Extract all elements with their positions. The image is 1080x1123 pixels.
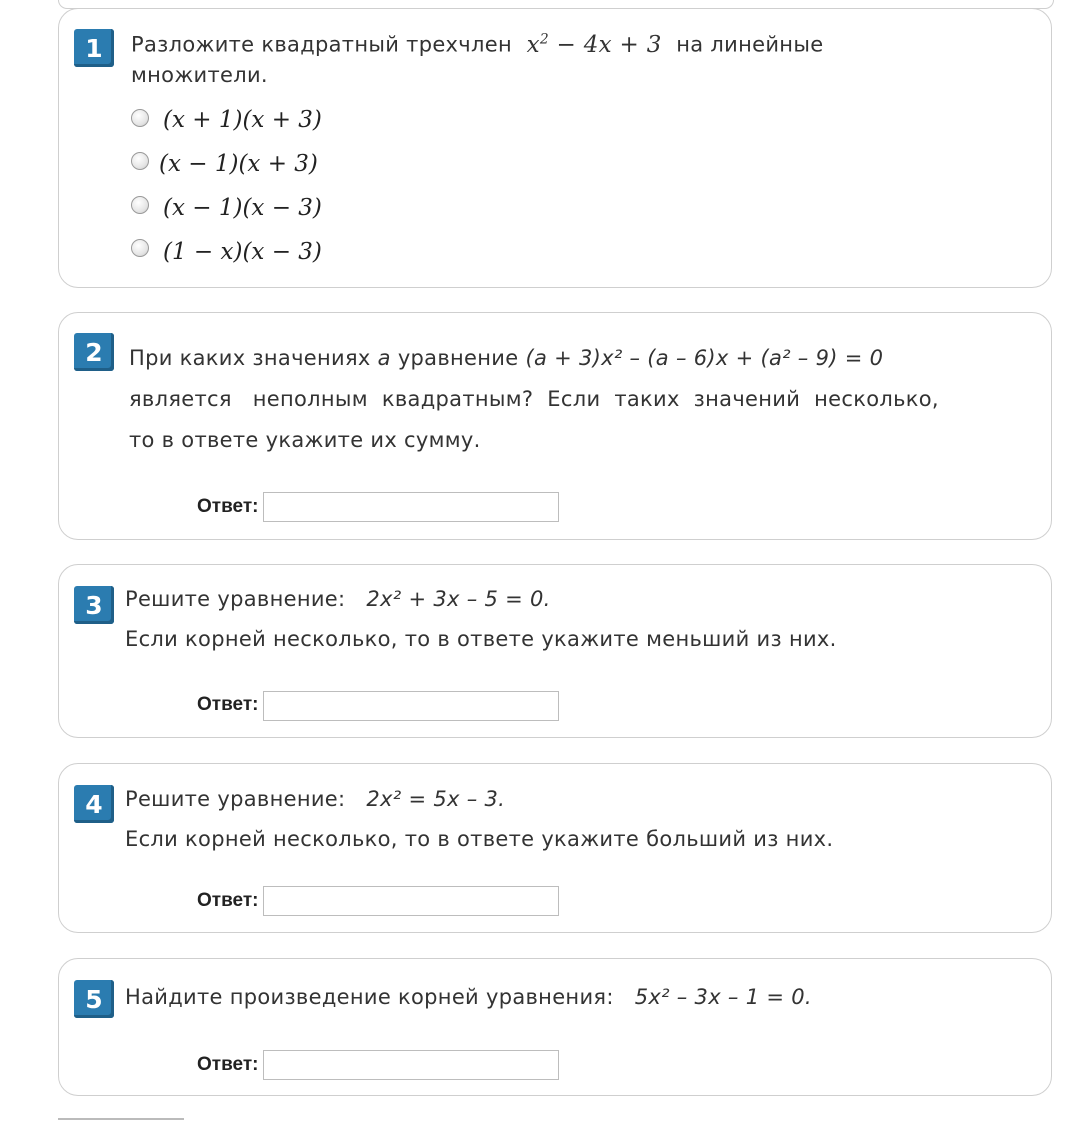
question-text-part: уравнение <box>397 346 519 370</box>
option-label-2[interactable]: (x − 1)(x + 3) <box>159 151 318 177</box>
answer-label: Ответ: <box>197 890 259 911</box>
question-card-5 <box>58 958 1052 1096</box>
answer-input[interactable] <box>263 492 559 522</box>
question-text-line3: то в ответе укажите их сумму. <box>129 428 481 452</box>
question-text-part: Решите уравнение: <box>125 587 346 611</box>
option-radio-4[interactable] <box>131 239 149 257</box>
question-text-line2: Если корней несколько, то в ответе укажите меньший из них. <box>125 627 837 651</box>
question-number-badge: 5 <box>74 980 114 1018</box>
option-radio-2[interactable] <box>131 152 149 170</box>
question-text <box>129 346 883 370</box>
question-variable: a <box>377 346 391 370</box>
question-number-badge: 4 <box>74 785 114 823</box>
question-text-line2: является неполным квадратным? Если таких значений несколько, <box>129 387 939 411</box>
answer-label: Ответ: <box>197 496 259 517</box>
question-card-1 <box>58 8 1052 288</box>
option-radio-1[interactable] <box>131 109 149 127</box>
question-text-part: Разложите квадратный трехчлен <box>131 32 512 57</box>
question-text-part: на линейные <box>676 32 824 57</box>
question-text-part: Решите уравнение: <box>125 787 346 811</box>
question-card-4 <box>58 763 1052 933</box>
answer-label: Ответ: <box>197 1054 259 1075</box>
answer-label: Ответ: <box>197 694 259 715</box>
question-text-part: Найдите произведение корней уравнения: <box>125 985 614 1009</box>
next-element-edge <box>58 1118 184 1120</box>
question-card-2 <box>58 312 1052 540</box>
question-card-3 <box>58 564 1052 738</box>
answer-input[interactable] <box>263 886 559 916</box>
question-text <box>131 31 823 58</box>
question-expression: $x^2 - 4x + 3$ <box>518 31 670 58</box>
answer-input[interactable] <box>263 691 559 721</box>
question-equation: 5x² – 3x – 1 = 0. <box>634 985 812 1009</box>
option-label-3[interactable]: (x − 1)(x − 3) <box>163 195 322 221</box>
question-text <box>125 587 551 611</box>
question-text-part: При каких значениях <box>129 346 371 370</box>
question-number-badge: 2 <box>74 333 114 371</box>
question-text-line2: Если корней несколько, то в ответе укажите больший из них. <box>125 827 834 851</box>
answer-input[interactable] <box>263 1050 559 1080</box>
question-number-badge: 3 <box>74 586 114 624</box>
option-label-1[interactable]: (x + 1)(x + 3) <box>163 107 322 133</box>
question-text <box>125 985 812 1009</box>
option-label-4[interactable]: (1 − x)(x − 3) <box>163 239 322 265</box>
question-number-badge: 1 <box>74 29 114 67</box>
question-equation: 2x² = 5x – 3. <box>366 787 506 811</box>
option-radio-3[interactable] <box>131 196 149 214</box>
question-text <box>125 787 505 811</box>
question-equation: 2x² + 3x – 5 = 0. <box>366 587 551 611</box>
question-equation: (a + 3)x² – (a – 6)x + (a² – 9) = 0 <box>525 346 884 370</box>
question-text-line2: множители. <box>131 63 268 87</box>
